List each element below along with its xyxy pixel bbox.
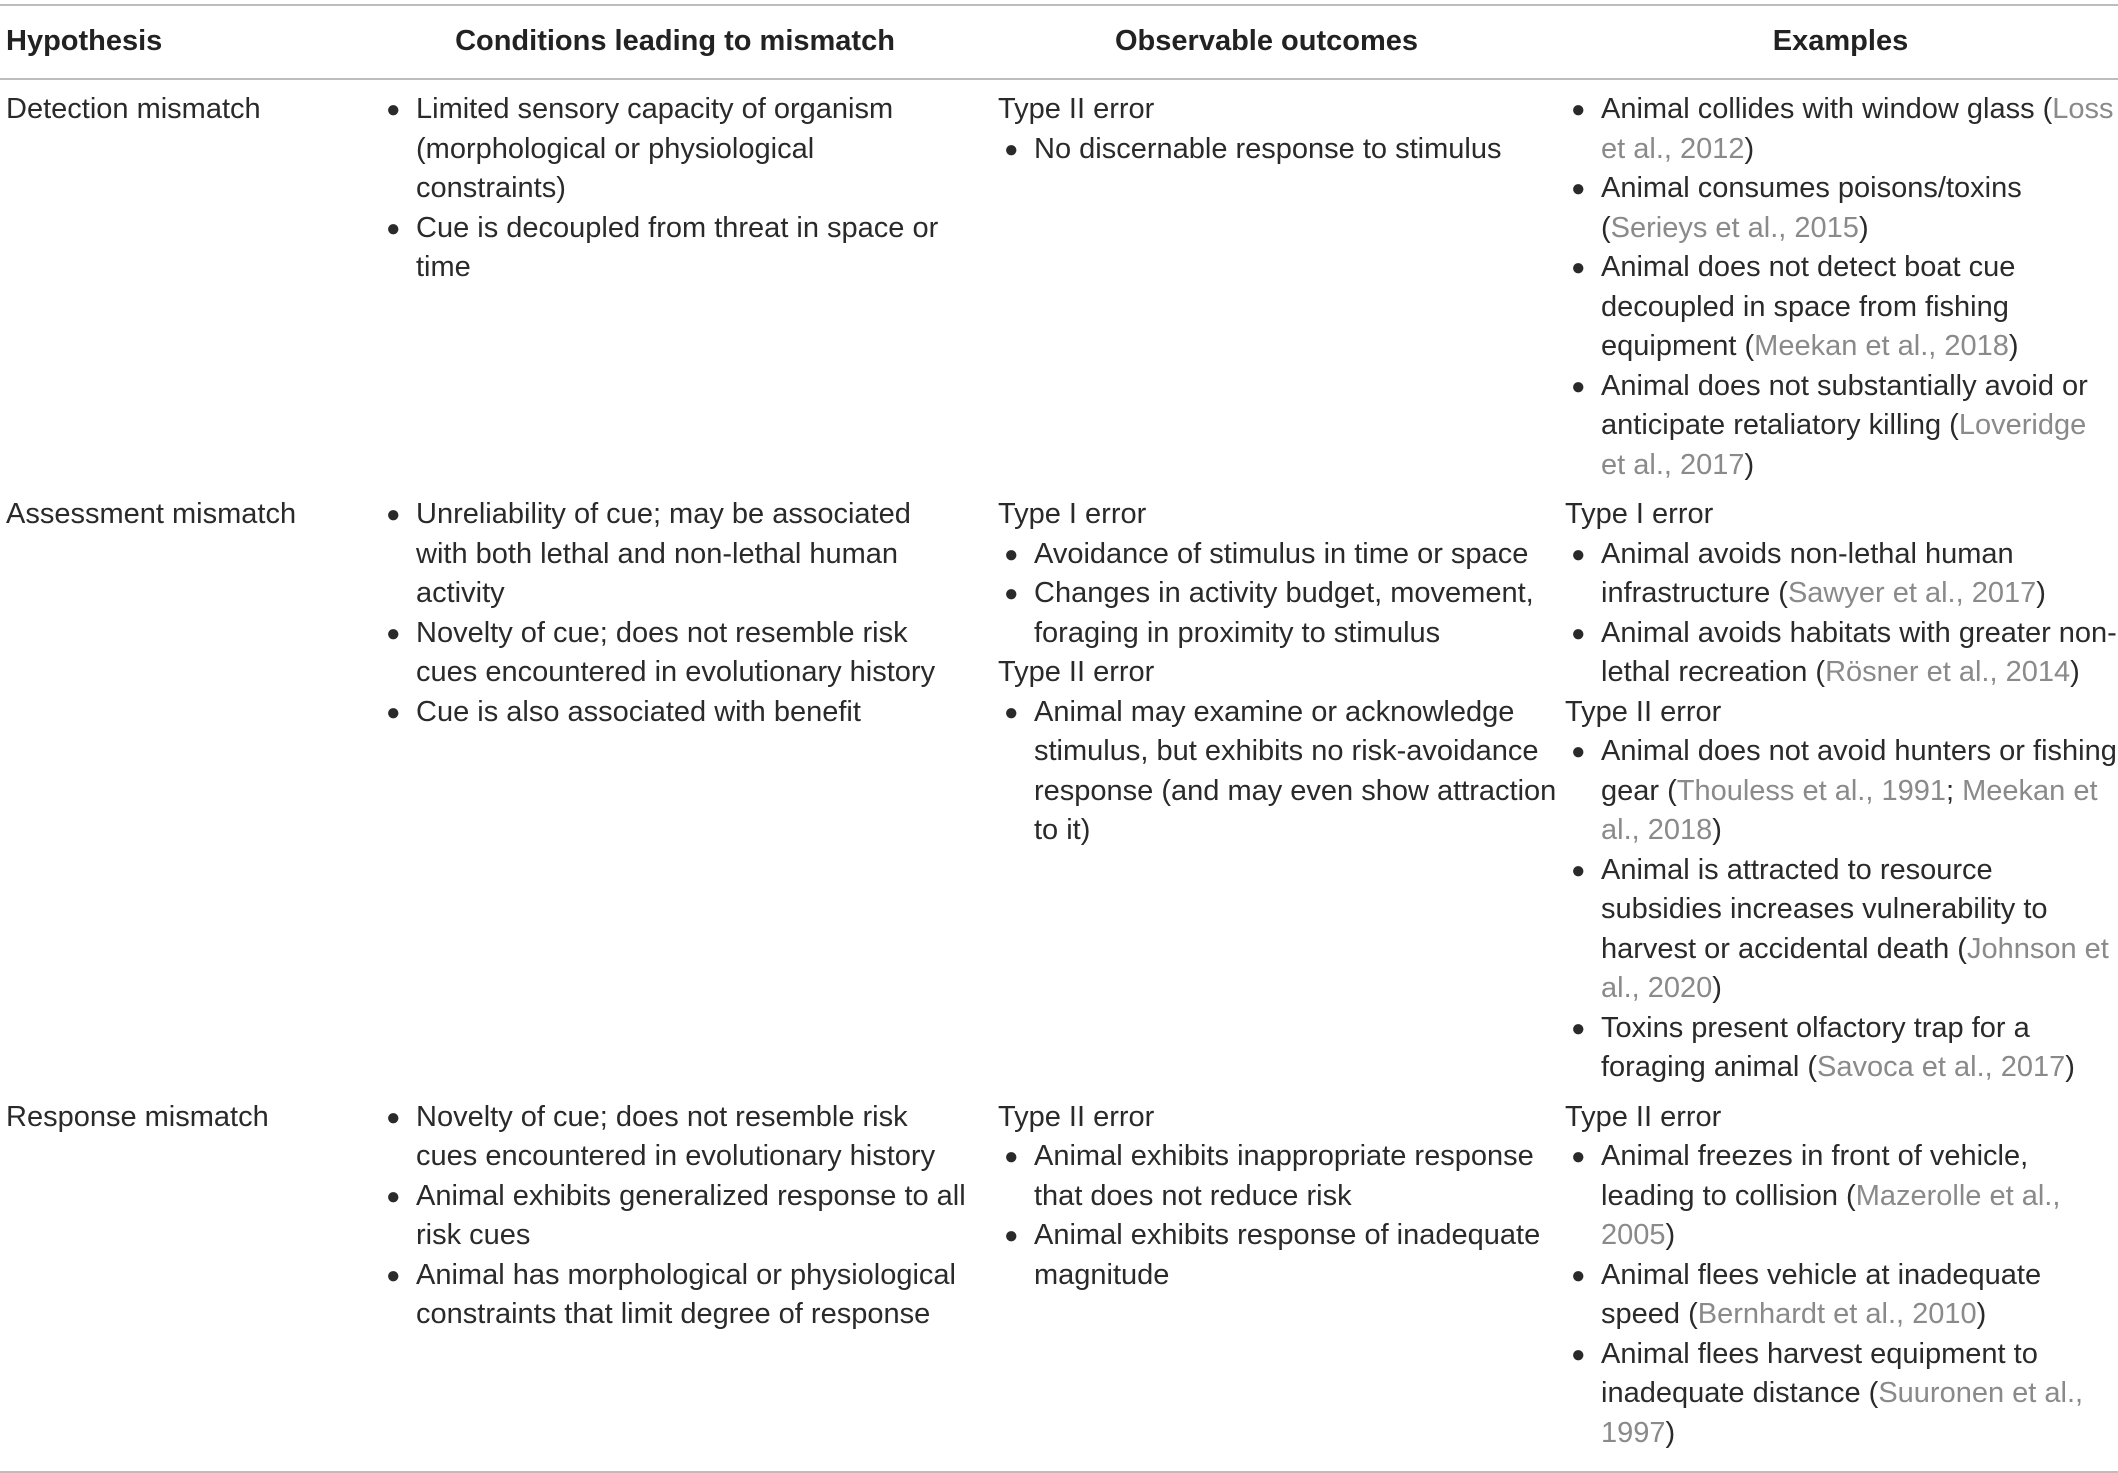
- list-item: ● Animal avoids non-lethal human infrastructure (Sawyer et al., 2017): [1571, 537, 2046, 609]
- list-item: ● Animal does not substantially avoid or anticipate retaliatory killing (Loveridge et al., 2017): [1571, 369, 2088, 481]
- error-type-label: Type II error: [998, 93, 1155, 125]
- list-item: ● Toxins present olfactory trap for a foraging animal (Savoca et al., 2017): [1571, 1011, 2075, 1083]
- examples-cell: [1563, 79, 2118, 485]
- list-item: ● Animal flees vehicle at inadequate speed (Bernhardt et al., 2010): [1571, 1258, 2042, 1330]
- citation-link[interactable]: Meekan et al., 2018: [1754, 330, 2009, 362]
- list-item: ● Animal freezes in front of vehicle, leading to collision (Mazerolle et al., 2005): [1571, 1140, 2061, 1251]
- list-item: ● Animal does not detect boat cue decoupled in space from fishing equipment (Meekan et al., 2018): [1571, 251, 2019, 362]
- conditions-cell: [380, 1088, 970, 1473]
- citation-link[interactable]: Loveridge et al., 2017: [1601, 409, 2087, 481]
- error-type-label: Type I error: [1565, 498, 1714, 530]
- list-item: ● Cue is also associated with benefit: [386, 695, 861, 728]
- list-item: ● Limited sensory capacity of organism (morphological or physiological constraints): [386, 93, 894, 204]
- outcomes-cell: [970, 79, 1563, 485]
- list-item: ● Animal may examine or acknowledge stimulus, but exhibits no risk-avoidance response (and may even show attraction to it): [1004, 695, 1557, 846]
- list-item: ● Avoidance of stimulus in time or space: [1004, 537, 1529, 570]
- list-item: ● No discernable response to stimulus: [1004, 132, 1502, 165]
- hypothesis-cell: Response mismatch: [0, 1088, 380, 1473]
- conditions-cell: [380, 485, 970, 1088]
- list-item: ● Animal consumes poisons/toxins (Serieys et al., 2015): [1571, 172, 2022, 244]
- header-row: [0, 5, 2118, 79]
- list-item: ● Changes in activity budget, movement, foraging in proximity to stimulus: [1004, 577, 1534, 649]
- error-type-label: Type II error: [998, 1100, 1155, 1133]
- citation-link[interactable]: Sawyer et al., 2017: [1787, 577, 2037, 609]
- list-item: ● Animal avoids habitats with greater non-lethal recreation (Rösner et al., 2014): [1571, 616, 2117, 688]
- citation-link[interactable]: Meekan et al., 2018: [1601, 774, 2098, 846]
- citation-link[interactable]: Rösner et al., 2014: [1825, 656, 2071, 688]
- error-type-label: Type II error: [1565, 695, 1722, 728]
- examples-cell: [1563, 1088, 2118, 1473]
- citation-link[interactable]: Mazerolle et al., 2005: [1601, 1179, 2061, 1251]
- outcomes-cell: [970, 485, 1563, 1088]
- citation-link[interactable]: Johnson et al., 2020: [1601, 932, 2109, 1004]
- outcomes-cell: [970, 1088, 1563, 1473]
- citation-link[interactable]: Loss et al., 2012: [1601, 93, 2114, 165]
- citation-link[interactable]: Savoca et al., 2017: [1817, 1051, 2066, 1083]
- list-item: ● Cue is decoupled from threat in space or time: [386, 211, 939, 283]
- error-type-label: Type II error: [998, 656, 1155, 688]
- mismatch-table: [0, 4, 2118, 1473]
- list-item: ● Novelty of cue; does not resemble risk cues encountered in evolutionary history: [386, 616, 936, 688]
- hypothesis-cell: Assessment mismatch: [6, 498, 297, 530]
- list-item: ● Animal is attracted to resource subsidies increases vulnerability to harvest or accidental death (Johnson et al., 2020): [1571, 853, 2109, 1004]
- citation-link[interactable]: Serieys et al., 2015: [1610, 211, 1859, 244]
- citation-link[interactable]: Suuronen et al., 1997: [1601, 1377, 2084, 1449]
- table-row: [0, 1088, 2118, 1473]
- table-row: [0, 485, 2118, 1088]
- list-item: ● Unreliability of cue; may be associated with both lethal and non-lethal human activity: [386, 498, 911, 609]
- list-item: ● Animal does not avoid hunters or fishing gear (Thouless et al., 1991; Meekan et al., 2018): [1571, 735, 2117, 846]
- citation-link[interactable]: Thouless et al., 1991: [1676, 774, 1946, 807]
- citation-link[interactable]: Bernhardt et al., 2010: [1697, 1298, 1977, 1330]
- list-item: ● Animal exhibits response of inadequate magnitude: [1004, 1219, 1541, 1291]
- list-item: ● Animal has morphological or physiological constraints that limit degree of response: [386, 1258, 956, 1330]
- header-examples: Examples: [1563, 5, 2118, 79]
- list-item: ● Animal exhibits inappropriate response that does not reduce risk: [1004, 1140, 1534, 1212]
- list-item: ● Animal collides with window glass (Loss et al., 2012): [1571, 93, 2114, 165]
- header-conditions: Conditions leading to mismatch: [380, 5, 970, 79]
- list-item: ● Animal flees harvest equipment to inadequate distance (Suuronen et al., 1997): [1571, 1337, 2084, 1449]
- conditions-cell: [380, 79, 970, 485]
- header-outcomes: Observable outcomes: [970, 5, 1563, 79]
- list-item: ● Animal exhibits generalized response to all risk cues: [386, 1179, 966, 1251]
- error-type-label: Type II error: [1565, 1100, 1722, 1133]
- hypothesis-cell: Detection mismatch: [6, 93, 261, 125]
- examples-cell: [1563, 485, 2118, 1088]
- error-type-label: Type I error: [998, 498, 1147, 530]
- header-hypothesis: Hypothesis: [0, 5, 380, 79]
- list-item: ● Novelty of cue; does not resemble risk cues encountered in evolutionary history: [386, 1100, 936, 1172]
- table-row: [0, 79, 2118, 485]
